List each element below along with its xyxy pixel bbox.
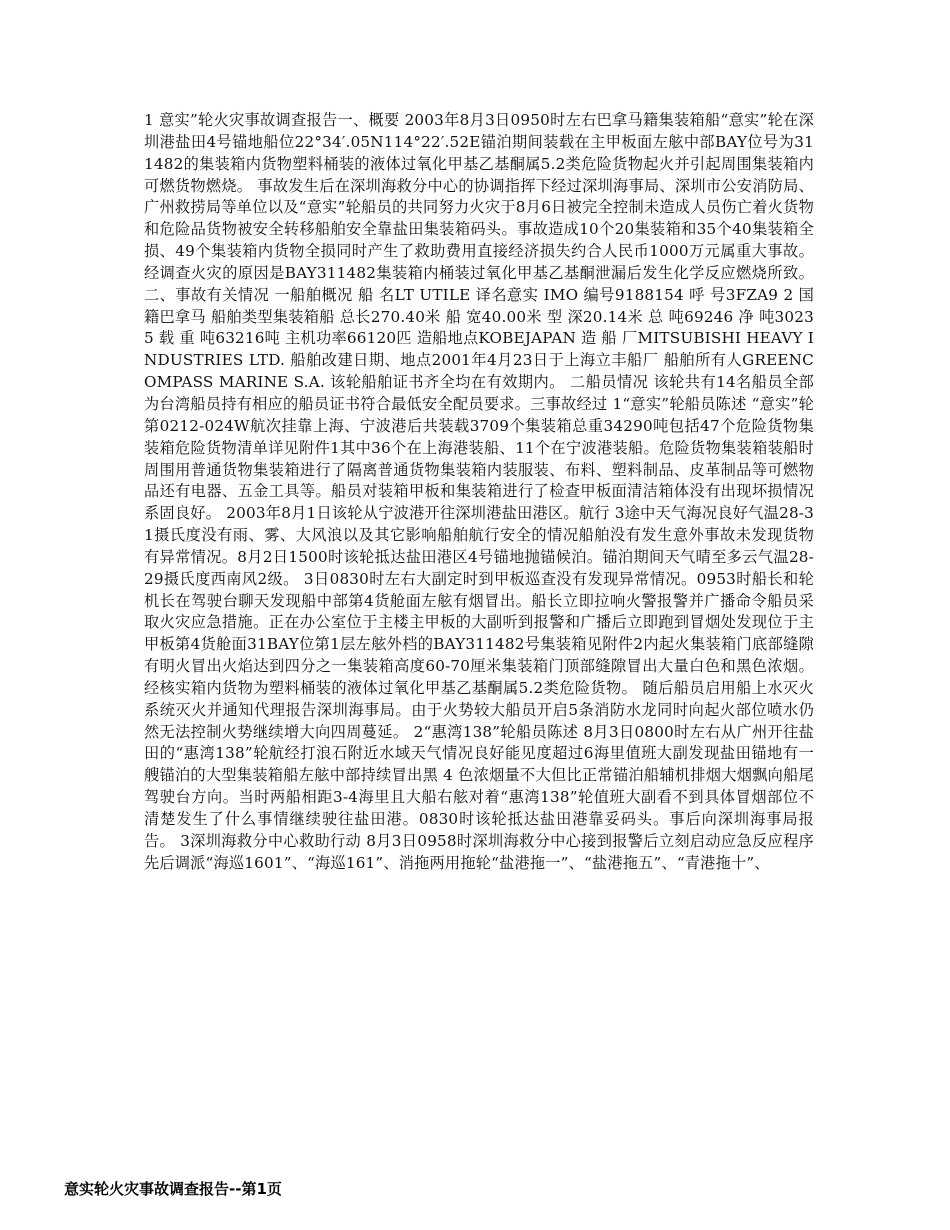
report-body-text: 1 意实”轮火灾事故调查报告一、概要 2003年8月3日0950时左右巴拿马籍集装箱船“意实”轮在深圳港盐田4号锚地船位22°34′.05N114°22′.52E锚泊期间装载在主甲板面左舷中部BAY位号为311482的集装箱内货物塑料桶装的液体过氧化甲基乙基酮属5.2类危险货物起火并引起周围集装箱内可燃货物燃烧。 事故发生后在深圳海救分中心的协调指挥下经过深圳海事局、深圳市公安消防局、广州救捞局等单位以及“意实”轮船员的共同努力火灾于8月6日被完全控制未造成人员伤亡着火货物和危险品货物被安全转移船舶安全靠盐田集装箱码头。事故造成10个20集装箱和35个40集装箱全损、49个集装箱内货物全损同时产生了救助费用直接经济损失约合人民币1000万元属重大事故。 经调查火灾的原因是BAY311482集装箱内桶装过氧化甲基乙基酮泄漏后发生化学反应燃烧所致。 二、事故有关情况 一船舶概况 船 名LT UTILE 译名意实 IMO 编号9188154 呼 号3FZA9 2 国 籍巴拿马 船舶类型集装箱船 总长270.40米 船 宽40.00米 型 深20.14米 总 吨69246 净 吨30235 载 重 吨63216吨 主机功率66120匹 造船地点KOBEJAPAN 造 船 厂MITSUBISHI HEAVY INDUSTRIES LTD. 船舶改建日期、地点2001年4月23日于上海立丰船厂 船舶所有人GREENCOMPASS MARINE S.A. 该轮船舶证书齐全均在有效期内。 二船员情况 该轮共有14名船员全部为台湾船员持有相应的船员证书符合最低安全配员要求。三事故经过 1“意实”轮船员陈述 “意实”轮第0212-024W航次挂靠上海、宁波港后共装载3709个集装箱总重34290吨包括47个危险货物集装箱危险货物清单详见附件1其中36个在上海港装船、11个在宁波港装船。危险货物集装箱装船时周围用普通货物集装箱进行了隔离普通货物集装箱内装服装、布料、塑料制品、皮革制品等可燃物品还有电器、五金工具等。船员对装箱甲板和集装箱进行了检查甲板面清洁箱体没有出现坏损情况系固良好。 2003年8月1日该轮从宁波港开往深圳港盐田港区。航行 3途中天气海况良好气温28-31摄氏度没有雨、雾、大风浪以及其它影响船舶航行安全的情况船舶没有发生意外事故未发现货物有异常情况。8月2日1500时该轮抵达盐田港区4号锚地抛锚候泊。锚泊期间天气晴至多云气温28-29摄氏度西南风2级。 3日0830时左右大副定时到甲板巡查没有发现异常情况。0953时船长和轮机长在驾驶台聊天发现船中部第4货舱面左舷有烟冒出。船长立即拉响火警报警并广播命令船员采取火灾应急措施。正在办公室位于主楼主甲板的大副听到报警和广播后立即跑到冒烟处发现位于主甲板第4货舱面31BAY位第1层左舷外档的BAY311482号集装箱见附件2内起火集装箱门底部缝隙有明火冒出火焰达到四分之一集装箱高度60-70厘米集装箱门顶部缝隙冒出大量白色和黑色浓烟。经核实箱内货物为塑料桶装的液体过氧化甲基乙基酮属5.2类危险货物。 随后船员启用船上水灭火系统灭火并通知代理报告深圳海事局。由于火势较大船员开启5条消防水龙同时向起火部位喷水仍然无法控制火势继续增大向四周蔓延。 2“惠湾138”轮船员陈述 8月3日0800时左右从广州开往盐田的“惠湾138”轮航经打浪石附近水域天气情况良好能见度超过6海里值班大副发现盐田锚地有一艘锚泊的大型集装箱船左舷中部持续冒出黑 4 色浓烟量不大但比正常锚泊船辅机排烟大烟飘向船尾驾驶台方向。当时两船相距3-4海里且大船右舷对着“惠湾138”轮值班大副看不到具体冒烟部位不清楚发生了什么事情继续驶往盐田港。0830时该轮抵达盐田港靠妥码头。事后向深圳海事局报告。 3深圳海救分中心救助行动 8月3日0958时深圳海救分中心接到报警后立刻启动应急反应程序先后调派“海巡1601”、“海巡161”、消拖两用拖轮“盐港拖一”、“盐港拖五”、“青港拖十”、 (144, 111, 814, 872)
page-footer: 意实轮火灾事故调查报告--第1页 (64, 1180, 282, 1198)
